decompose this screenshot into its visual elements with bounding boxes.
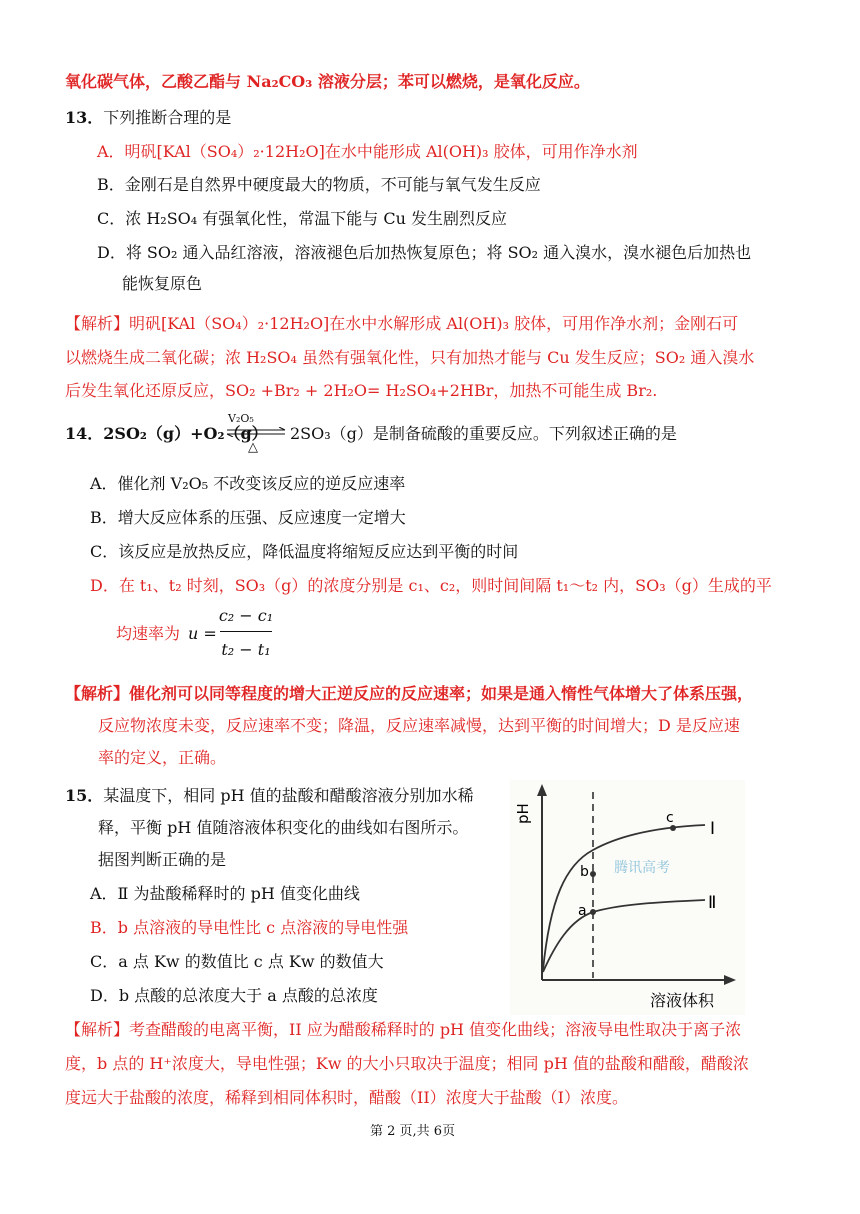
question-15-stem-line2: 释，平衡 pH 值随溶液体积变化的曲线如右图所示。 bbox=[98, 818, 469, 837]
q13-option-b: B．金刚石是自然界中硬度最大的物质，不可能与氧气发生反应 bbox=[97, 175, 541, 194]
point-a-label: a bbox=[578, 903, 587, 919]
reactants: 2SO₂（g）+O₂（g） bbox=[103, 424, 268, 443]
q15-option-d: D．b 点酸的总浓度大于 a 点酸的总浓度 bbox=[90, 986, 378, 1005]
q15-option-c: C．a 点 Kw 的数值比 c 点 Kw 的数值大 bbox=[90, 952, 384, 971]
y-axis-label: pH bbox=[514, 803, 532, 824]
q14-option-d-line1: D．在 t₁、t₂ 时刻，SO₃（g）的浓度分别是 c₁、c₂，则时间间隔 t₁～t₂ 内，SO₃（g）生成的平 bbox=[90, 576, 772, 595]
question-number: 13． bbox=[65, 108, 104, 127]
fraction-bar bbox=[220, 631, 272, 632]
equilibrium-arrow-icon bbox=[225, 427, 287, 437]
q13-explanation-line2: 以燃烧生成二氧化碳；浓 H₂SO₄ 虽然有强氧化性，只有加热才能与 Cu 发生反应；SO₂ 通入溴水 bbox=[65, 348, 755, 367]
question-number: 14． bbox=[65, 424, 104, 443]
q13-option-d-line2: 能恢复原色 bbox=[122, 274, 203, 293]
point-b bbox=[590, 871, 596, 877]
rate-variable: u = bbox=[188, 624, 217, 643]
q14-option-b: B．增大反应体系的压强、反应速度一定增大 bbox=[90, 508, 406, 527]
q13-explanation-line1: 【解析】明矾[KAl（SO₄）₂·12H₂O]在水中水解形成 Al(OH)₃ 胶体，可用作净水剂；金刚石可 bbox=[65, 314, 739, 333]
point-a bbox=[590, 909, 596, 915]
q13-explanation-line3: 后发生氧化还原反应，SO₂ +Br₂ + 2H₂O= H₂SO₄+2HBr，加热不可能生成 Br₂. bbox=[65, 381, 658, 400]
point-c-label: c bbox=[666, 810, 674, 826]
continuation-text: 氧化碳气体，乙酸乙酯与 Na₂CO₃ 溶液分层；苯可以燃烧，是氧化反应。 bbox=[65, 72, 590, 91]
heat-symbol: △ bbox=[248, 440, 258, 455]
q14-option-c: C．该反应是放热反应，降低温度将缩短反应达到平衡的时间 bbox=[90, 542, 519, 561]
q13-option-a: A．明矾[KAl（SO₄）₂·12H₂O]在水中能形成 Al(OH)₃ 胶体，可用作净水剂 bbox=[97, 142, 638, 161]
fraction-denominator: t₂ − t₁ bbox=[221, 640, 271, 659]
q14-explanation-line2: 反应物浓度未变，反应速率不变；降温，反应速率减慢，达到平衡的时间增大；D 是反应速 bbox=[98, 716, 740, 735]
question-text: 某温度下，相同 pH 值的盐酸和醋酸溶液分别加水稀 bbox=[103, 786, 474, 805]
x-axis-label: 溶液体积 bbox=[650, 991, 715, 1010]
q14-explanation-line3: 率的定义，正确。 bbox=[98, 748, 227, 767]
q15-explanation-line2: 度，b 点的 H⁺浓度大，导电性强；Kw 的大小只取决于温度；相同 pH 值的盐酸和醋酸，醋酸浓 bbox=[65, 1054, 749, 1073]
q15-explanation-line3: 度远大于盐酸的浓度，稀释到相同体积时，醋酸（II）浓度大于盐酸（I）浓度。 bbox=[65, 1088, 628, 1107]
curve-I-label: Ⅰ bbox=[710, 819, 716, 839]
q15-option-b: B．b 点溶液的导电性比 c 点溶液的导电性强 bbox=[90, 918, 409, 937]
q14-option-a: A．催化剂 V₂O₅ 不改变该反应的逆反应速率 bbox=[90, 474, 406, 493]
q13-option-d-line1: D．将 SO₂ 通入品红溶液，溶液褪色后加热恢复原色；将 SO₂ 通入溴水，溴水褪色后加热也 bbox=[97, 243, 752, 262]
question-text: 下列推断合理的是 bbox=[103, 108, 232, 127]
q15-explanation-line1: 【解析】考查醋酸的电离平衡，II 应为醋酸稀释时的 pH 值变化曲线；溶液导电性取决于离子浓 bbox=[65, 1020, 742, 1039]
fraction-numerator: c₂ − c₁ bbox=[218, 606, 274, 625]
q13-option-c: C．浓 H₂SO₄ 有强氧化性，常温下能与 Cu 发生剧烈反应 bbox=[97, 209, 507, 228]
watermark: 腾讯高考 bbox=[614, 860, 670, 876]
question-number: 15． bbox=[65, 786, 104, 805]
q15-option-a: A．Ⅱ 为盐酸稀释时的 pH 值变化曲线 bbox=[90, 884, 360, 903]
catalyst-label: V₂O₅ bbox=[228, 412, 254, 425]
ph-dilution-figure bbox=[510, 780, 745, 1015]
q14-explanation-line1: 【解析】催化剂可以同等程度的增大正逆反应的反应速率；如果是通入惰性气体增大了体系压强， bbox=[65, 684, 754, 703]
curve-II-label: Ⅱ bbox=[708, 893, 717, 913]
question-15-stem-line1 bbox=[65, 786, 474, 806]
point-b-label: b bbox=[580, 864, 589, 880]
question-13-stem bbox=[65, 108, 231, 128]
question-14-right: 2SO₃（g）是制备硫酸的重要反应。下列叙述正确的是 bbox=[290, 424, 677, 443]
question-15-stem-line3: 据图判断正确的是 bbox=[98, 850, 227, 869]
page-footer: 第 2 页,共 6页 bbox=[370, 1124, 456, 1139]
q14-option-d-line2: 均速率为 bbox=[116, 624, 181, 643]
